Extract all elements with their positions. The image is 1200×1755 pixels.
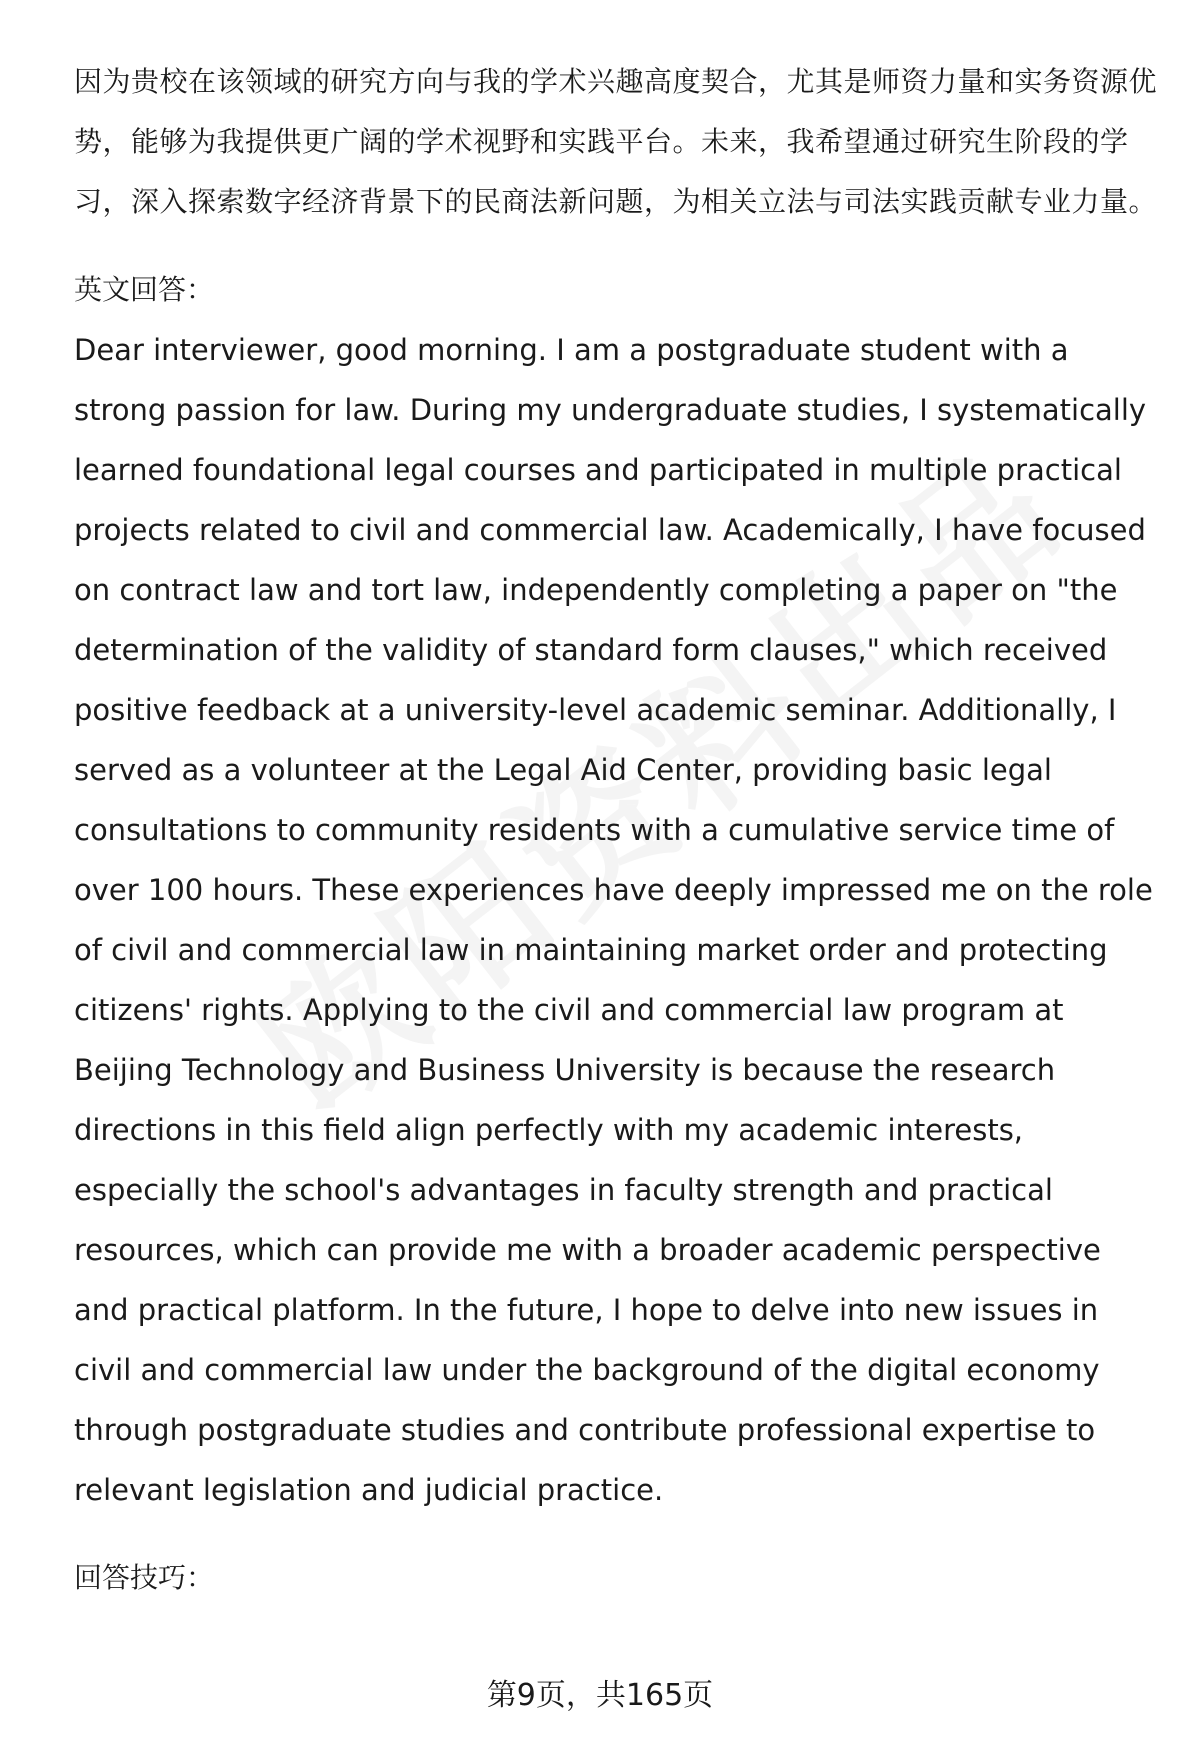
chinese-answer-paragraph: 因为贵校在该领域的研究方向与我的学术兴趣高度契合，尤其是师资力量和实务资源优势，能够为我提供更广阔的学术视野和实践平台。未来，我希望通过研究生阶段的学习，深入探索数字经济背景下的民商法新问题，为相关立法与司法实践贡献专业力量。 (74, 65, 1158, 218)
answer-tips-label: 回答技巧： (74, 1561, 215, 1594)
page-number: 第9页，共165页 (486, 1678, 714, 1713)
english-answer-paragraph: Dear interviewer, good morning. I am a postgraduate student with a strong passion for law. During my undergraduate studies, I systematically learned foundational legal courses and participated in multiple practical projects related to civil and commercial law. Academically, I have focused on contract law and tort law, independently completing a paper on "the determination of the validity of standard form clauses," which received positive feedback at a university-level academic seminar. Additionally, I served as a volunteer at the Legal Aid Center, providing basic legal consultations to community residents with a cumulative service time of over 100 hours. These experiences have deeply impressed me on the role of civil and commercial law in maintaining market order and protecting citizens' rights. Applying to the civil and commercial law program at Beijing Technology and Business University is because the research directions in this field align perfectly with my academic interests, especially the school's advantages in faculty strength and practical resources, which can provide me with a broader academic perspective and practical platform. In the future, I hope to delve into new issues in civil and commercial law under the background of the digital economy through postgraduate studies and contribute professional expertise to relevant legislation and judicial practice. (74, 333, 1153, 1507)
document-body (74, 52, 1160, 1608)
english-answer-label: 英文回答： (74, 273, 215, 306)
